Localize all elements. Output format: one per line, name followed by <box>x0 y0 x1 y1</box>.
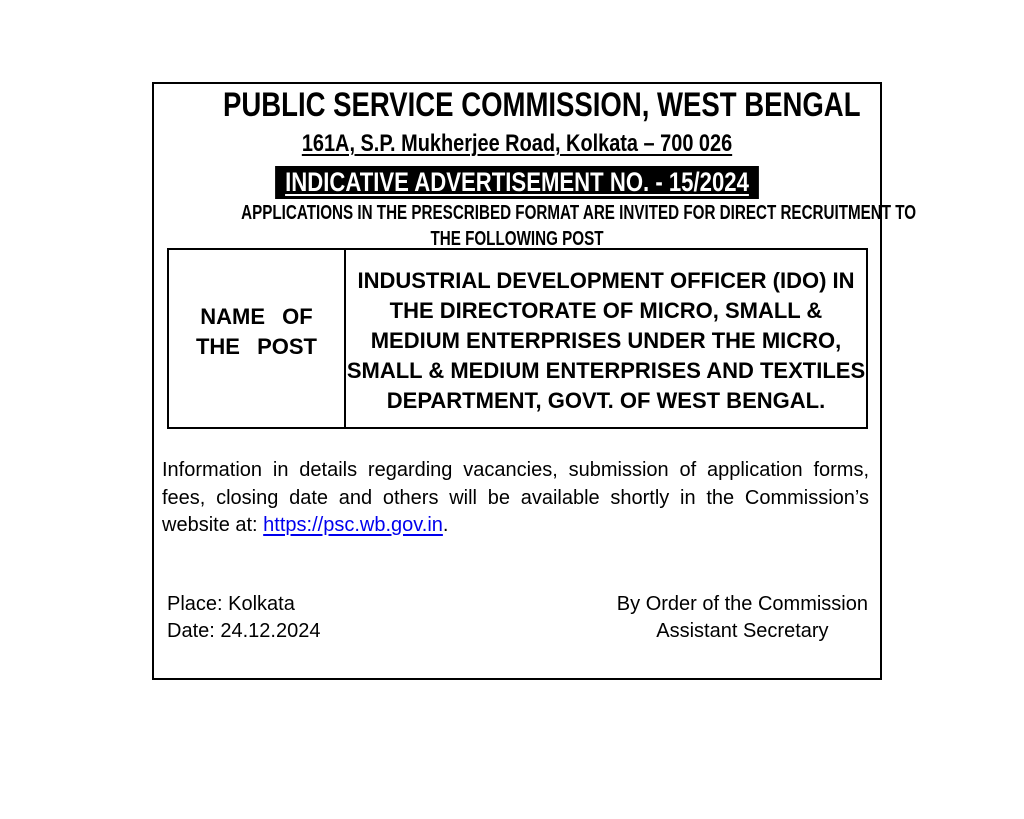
post-name-cell <box>345 249 867 428</box>
commission-address <box>216 128 819 160</box>
advertisement-number-badge: INDICATIVE ADVERTISEMENT NO. - 15/2024 <box>275 166 758 199</box>
place-label: Place: Kolkata <box>167 593 295 615</box>
info-text-after-link: . <box>442 514 449 536</box>
by-order-label: By Order of the Commission <box>616 593 868 615</box>
post-table <box>167 248 868 429</box>
commission-address-text: 161A, S.P. Mukherjee Road, Kolkata – 700 026 <box>301 130 733 157</box>
post-table-row <box>168 249 867 428</box>
info-text-before-link: Information in details regarding vacancies, submission of application forms, fees, closing date and others will be available shortly in the Commission’s website at: <box>162 459 869 536</box>
invitation-line-1: APPLICATIONS IN THE PRESCRIBED FORMAT ARE INVITED FOR DIRECT RECRUITMENT TO <box>241 202 917 224</box>
invitation-line-2: THE FOLLOWING POST <box>430 228 604 250</box>
place-date-block <box>167 591 320 645</box>
footer-row <box>167 591 868 645</box>
post-name-line: DEPARTMENT, GOVT. OF WEST BENGAL. <box>386 388 826 413</box>
info-paragraph <box>162 457 869 540</box>
signatory-label: Assistant Secretary <box>656 620 829 642</box>
notice-border-box <box>152 82 917 680</box>
website-link[interactable]: https://psc.wb.gov.in <box>263 514 443 536</box>
post-label-line-2: THE POST <box>195 333 317 359</box>
post-name-line: MEDIUM ENTERPRISES UNDER THE MICRO, <box>370 328 842 353</box>
post-name-line: SMALL & MEDIUM ENTERPRISES AND TEXTILES <box>346 358 866 383</box>
signature-block <box>617 591 868 645</box>
post-name-line: INDUSTRIAL DEVELOPMENT OFFICER (IDO) IN <box>357 268 855 293</box>
advertisement-number-row <box>219 166 814 199</box>
post-label-line-1: NAME OF <box>200 303 313 329</box>
page-title: PUBLIC SERVICE COMMISSION, WEST BENGAL <box>222 86 861 124</box>
post-name-line: THE DIRECTORATE OF MICRO, SMALL & <box>389 298 823 323</box>
post-label-cell <box>168 249 345 428</box>
date-label: Date: 24.12.2024 <box>167 620 321 642</box>
